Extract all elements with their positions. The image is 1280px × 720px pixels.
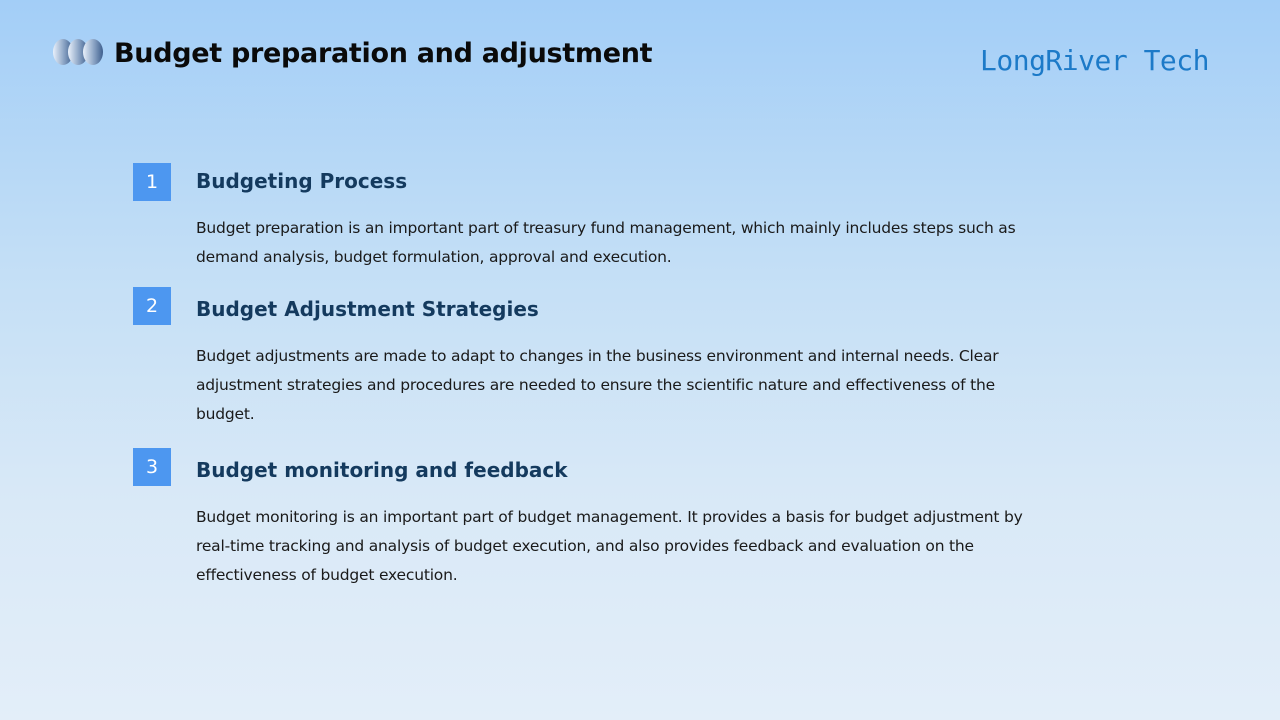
item-description: Budget preparation is an important part of treasury fund management, which mainly includes steps such as demand analysis, budget formulation, approval and execution. [196,219,1016,266]
item-heading: Budget monitoring and feedback [196,458,568,482]
item-number-badge: 3 [133,448,171,486]
item-number-badge: 2 [133,287,171,325]
title-decoration-icon [52,38,112,66]
item-heading: Budgeting Process [196,169,408,193]
item-heading: Budget Adjustment Strategies [196,297,539,321]
item-description: Budget adjustments are made to adapt to changes in the business environment and internal needs. Clear adjustment strategies and procedures are needed to ensure the scientific nature and effectiveness of the budget. [196,347,999,423]
item-number-badge: 1 [133,163,171,201]
page-title: Budget preparation and adjustment [114,38,653,69]
item-description: Budget monitoring is an important part of budget management. It provides a basis for budget adjustment by real-time tracking and analysis of budget execution, and also provides feedback and evaluation on the effectiveness of budget execution. [196,508,1023,584]
brand-name: LongRiver Tech [980,44,1210,77]
